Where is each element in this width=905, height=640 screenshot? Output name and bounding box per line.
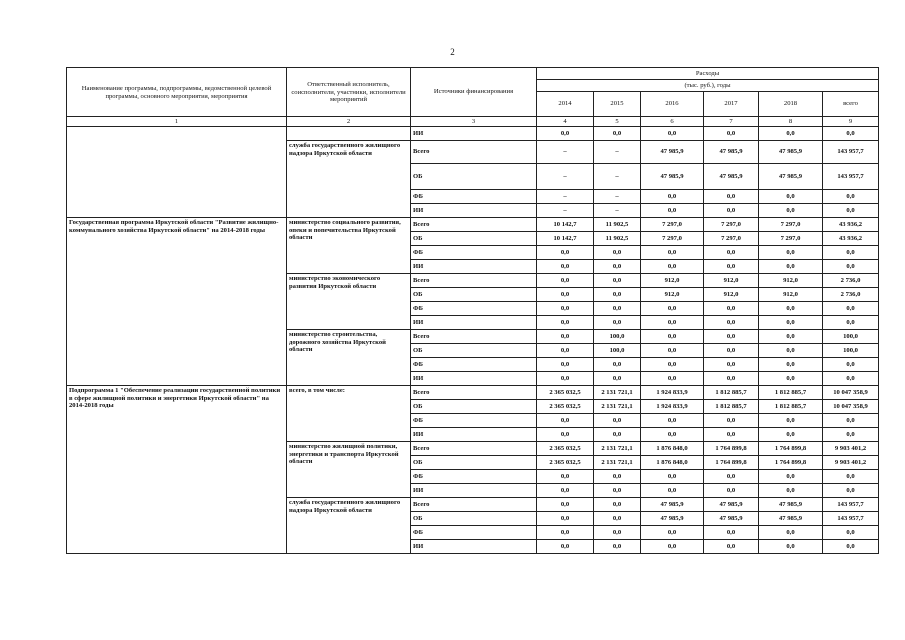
year-value-cell: 0,0 (537, 358, 594, 372)
year-value-cell: 0,0 (759, 372, 823, 386)
column-number: 5 (594, 117, 641, 127)
year-value-cell: 2 131 721,1 (594, 386, 641, 400)
year-value-cell: 0,0 (641, 470, 704, 484)
year-value-cell: 0,0 (537, 274, 594, 288)
year-value-cell: 912,0 (641, 288, 704, 302)
executor-cell: министерство жилищной политики, энергетики и транспорта Иркутской области (287, 442, 411, 498)
funding-source-cell: ИИ (411, 204, 537, 218)
funding-source-cell: ФБ (411, 414, 537, 428)
year-value-cell: 0,0 (641, 127, 704, 141)
year-value-cell: 0,0 (641, 484, 704, 498)
year-value-cell: 7 297,0 (704, 218, 759, 232)
executor-cell: служба государственного жилищного надзора Иркутской области (287, 498, 411, 554)
funding-source-cell: ОБ (411, 232, 537, 246)
year-value-cell: 10 142,7 (537, 232, 594, 246)
year-value-cell: 47 985,9 (641, 512, 704, 526)
year-value-cell: 0,0 (759, 540, 823, 554)
year-value-cell: 2 131 721,1 (594, 456, 641, 470)
year-value-cell: – (537, 204, 594, 218)
funding-source-cell: ФБ (411, 190, 537, 204)
year-value-cell: 0,0 (594, 428, 641, 442)
column-number: 7 (704, 117, 759, 127)
year-value-cell: 0,0 (704, 246, 759, 260)
year-value-cell: 0,0 (759, 260, 823, 274)
total-value-cell: 9 903 401,2 (823, 442, 879, 456)
year-value-cell: 0,0 (537, 470, 594, 484)
year-value-cell: 7 297,0 (759, 218, 823, 232)
year-value-cell: – (594, 204, 641, 218)
year-value-cell: 0,0 (704, 484, 759, 498)
year-value-cell: 0,0 (537, 540, 594, 554)
year-value-cell: 2 131 721,1 (594, 442, 641, 456)
column-number: 4 (537, 117, 594, 127)
year-value-cell: 0,0 (594, 470, 641, 484)
year-value-cell: 0,0 (537, 344, 594, 358)
year-value-cell: 0,0 (594, 246, 641, 260)
year-value-cell: – (537, 141, 594, 164)
year-value-cell: 47 985,9 (759, 498, 823, 512)
year-value-cell: 0,0 (537, 127, 594, 141)
total-value-cell: 0,0 (823, 260, 879, 274)
total-value-cell: 0,0 (823, 428, 879, 442)
funding-source-cell: ФБ (411, 358, 537, 372)
total-value-cell: 10 047 358,9 (823, 400, 879, 414)
total-value-cell: 0,0 (823, 302, 879, 316)
funding-source-cell: ИИ (411, 127, 537, 141)
year-value-cell: 0,0 (594, 498, 641, 512)
year-value-cell: 0,0 (537, 512, 594, 526)
total-value-cell: 0,0 (823, 414, 879, 428)
year-value-cell: 1 924 833,9 (641, 386, 704, 400)
year-value-cell: 0,0 (537, 302, 594, 316)
header-executor: Ответственный исполнитель, соисполнители, участники, исполнители мероприятий (287, 68, 411, 117)
funding-source-cell: ФБ (411, 302, 537, 316)
year-value-cell: 0,0 (537, 526, 594, 540)
year-value-cell: 0,0 (594, 526, 641, 540)
year-value-cell: 0,0 (594, 358, 641, 372)
year-value-cell: 0,0 (594, 540, 641, 554)
year-value-cell: 47 985,9 (704, 164, 759, 190)
funding-source-cell: ОБ (411, 400, 537, 414)
column-number: 3 (411, 117, 537, 127)
table-row (67, 218, 879, 232)
year-value-cell: – (594, 164, 641, 190)
total-value-cell: 9 903 401,2 (823, 456, 879, 470)
year-value-cell: 0,0 (759, 358, 823, 372)
header-program: Наименование программы, подпрограммы, ведомственной целевой программы, основного мероприятия, мероприятия (67, 68, 287, 117)
program-name-cell (67, 127, 287, 218)
executor-cell: всего, в том числе: (287, 386, 411, 442)
funding-source-cell: ИИ (411, 428, 537, 442)
year-value-cell: 0,0 (759, 526, 823, 540)
year-value-cell: 0,0 (704, 330, 759, 344)
year-value-cell: 2 365 032,5 (537, 456, 594, 470)
year-value-cell: 0,0 (704, 428, 759, 442)
year-value-cell: 47 985,9 (704, 141, 759, 164)
funding-source-cell: ФБ (411, 470, 537, 484)
total-value-cell: 0,0 (823, 372, 879, 386)
year-value-cell: 0,0 (594, 127, 641, 141)
year-value-cell: 11 902,5 (594, 232, 641, 246)
year-value-cell: – (537, 164, 594, 190)
year-value-cell: 0,0 (704, 372, 759, 386)
year-value-cell: 0,0 (641, 344, 704, 358)
year-value-cell: 0,0 (641, 316, 704, 330)
year-value-cell: 0,0 (704, 540, 759, 554)
column-number: 2 (287, 117, 411, 127)
year-value-cell: 0,0 (537, 246, 594, 260)
year-value-cell: 0,0 (537, 330, 594, 344)
year-value-cell: 1 764 899,8 (704, 442, 759, 456)
year-value-cell: 0,0 (704, 414, 759, 428)
total-value-cell: 43 936,2 (823, 232, 879, 246)
year-value-cell: 100,0 (594, 330, 641, 344)
year-value-cell: 47 985,9 (704, 498, 759, 512)
year-value-cell: 0,0 (641, 540, 704, 554)
year-value-cell: 1 764 899,8 (704, 456, 759, 470)
header-expenses: Расходы (537, 68, 879, 80)
year-value-cell: 0,0 (759, 204, 823, 218)
year-value-cell: 0,0 (537, 260, 594, 274)
total-value-cell: 0,0 (823, 526, 879, 540)
funding-source-cell: ФБ (411, 526, 537, 540)
header-year: 2015 (594, 92, 641, 117)
total-value-cell: 0,0 (823, 204, 879, 218)
year-value-cell: 7 297,0 (641, 232, 704, 246)
year-value-cell: 0,0 (641, 372, 704, 386)
year-value-cell: 0,0 (641, 302, 704, 316)
total-value-cell: 0,0 (823, 358, 879, 372)
year-value-cell: 0,0 (594, 274, 641, 288)
year-value-cell: 7 297,0 (704, 232, 759, 246)
header-year-total: всего (823, 92, 879, 117)
year-value-cell: 0,0 (594, 484, 641, 498)
year-value-cell: 0,0 (641, 260, 704, 274)
year-value-cell: 47 985,9 (704, 512, 759, 526)
funding-source-cell: ФБ (411, 246, 537, 260)
program-name-cell: Подпрограмма 1 "Обеспечение реализации государственной политики в сфере жилищной политики и энергетики Иркутской области" на 2014-2018 годы (67, 386, 287, 554)
executor-cell: министерство социального развития, опеки и попечительства Иркутской области (287, 218, 411, 274)
year-value-cell: 1 924 833,9 (641, 400, 704, 414)
year-value-cell: 1 876 848,0 (641, 456, 704, 470)
year-value-cell: 2 131 721,1 (594, 400, 641, 414)
total-value-cell: 2 736,0 (823, 274, 879, 288)
executor-cell: служба государственного жилищного надзора Иркутской области (287, 141, 411, 218)
header-year: 2017 (704, 92, 759, 117)
year-value-cell: 0,0 (704, 127, 759, 141)
year-value-cell: 912,0 (759, 288, 823, 302)
funding-source-cell: Всего (411, 218, 537, 232)
year-value-cell: 2 365 032,5 (537, 386, 594, 400)
column-number: 8 (759, 117, 823, 127)
year-value-cell: 47 985,9 (759, 164, 823, 190)
year-value-cell: 912,0 (704, 274, 759, 288)
funding-source-cell: ОБ (411, 288, 537, 302)
year-value-cell: 912,0 (759, 274, 823, 288)
funding-source-cell: ОБ (411, 344, 537, 358)
year-value-cell: 0,0 (594, 512, 641, 526)
year-value-cell: 0,0 (759, 316, 823, 330)
year-value-cell: 0,0 (641, 414, 704, 428)
total-value-cell: 0,0 (823, 316, 879, 330)
year-value-cell: 7 297,0 (641, 218, 704, 232)
year-value-cell: 0,0 (641, 190, 704, 204)
total-value-cell: 143 957,7 (823, 498, 879, 512)
total-value-cell: 143 957,7 (823, 141, 879, 164)
funding-source-cell: ОБ (411, 512, 537, 526)
funding-source-cell: ОБ (411, 456, 537, 470)
total-value-cell: 0,0 (823, 190, 879, 204)
year-value-cell: 0,0 (704, 526, 759, 540)
page-number: 2 (450, 47, 455, 57)
header-year: 2018 (759, 92, 823, 117)
funding-source-cell: ИИ (411, 540, 537, 554)
year-value-cell: 0,0 (594, 372, 641, 386)
year-value-cell: 0,0 (537, 414, 594, 428)
year-value-cell: 1 764 899,8 (759, 442, 823, 456)
year-value-cell: 0,0 (704, 316, 759, 330)
year-value-cell: 0,0 (537, 316, 594, 330)
table-row (67, 386, 879, 400)
total-value-cell: 100,0 (823, 330, 879, 344)
year-value-cell: 10 142,7 (537, 218, 594, 232)
year-value-cell: 1 876 848,0 (641, 442, 704, 456)
funding-source-cell: Всего (411, 442, 537, 456)
total-value-cell: 0,0 (823, 484, 879, 498)
total-value-cell: 0,0 (823, 246, 879, 260)
year-value-cell: 0,0 (641, 204, 704, 218)
year-value-cell: 0,0 (759, 246, 823, 260)
year-value-cell: 0,0 (759, 330, 823, 344)
year-value-cell: 0,0 (641, 330, 704, 344)
year-value-cell: 0,0 (594, 414, 641, 428)
total-value-cell: 0,0 (823, 540, 879, 554)
year-value-cell: 0,0 (641, 246, 704, 260)
year-value-cell: 47 985,9 (759, 141, 823, 164)
year-value-cell: 7 297,0 (759, 232, 823, 246)
year-value-cell: 47 985,9 (641, 164, 704, 190)
year-value-cell: 0,0 (759, 302, 823, 316)
year-value-cell: – (594, 190, 641, 204)
year-value-cell: – (537, 190, 594, 204)
funding-source-cell: Всего (411, 274, 537, 288)
year-value-cell: 0,0 (537, 372, 594, 386)
total-value-cell: 2 736,0 (823, 288, 879, 302)
year-value-cell: 0,0 (704, 260, 759, 274)
table-row (67, 127, 879, 141)
year-value-cell: 1 812 885,7 (759, 400, 823, 414)
year-value-cell: 0,0 (537, 428, 594, 442)
year-value-cell: 0,0 (704, 470, 759, 484)
year-value-cell: 0,0 (759, 484, 823, 498)
year-value-cell: 0,0 (537, 288, 594, 302)
header-year: 2016 (641, 92, 704, 117)
year-value-cell: 0,0 (759, 470, 823, 484)
year-value-cell: 2 365 032,5 (537, 442, 594, 456)
table-body (67, 127, 879, 554)
funding-source-cell: ИИ (411, 260, 537, 274)
total-value-cell: 43 936,2 (823, 218, 879, 232)
header-year: 2014 (537, 92, 594, 117)
funding-source-cell: Всего (411, 386, 537, 400)
year-value-cell: 47 985,9 (641, 141, 704, 164)
funding-source-cell: ИИ (411, 484, 537, 498)
program-name-cell: Государственная программа Иркутской области "Развитие жилищно-коммунального хозяйства Иркутской области" на 2014-2018 годы (67, 218, 287, 386)
year-value-cell: 912,0 (641, 274, 704, 288)
year-value-cell: 0,0 (537, 498, 594, 512)
year-value-cell: 0,0 (641, 428, 704, 442)
year-value-cell: 0,0 (759, 428, 823, 442)
year-value-cell: 0,0 (641, 526, 704, 540)
total-value-cell: 100,0 (823, 344, 879, 358)
year-value-cell: 0,0 (704, 190, 759, 204)
funding-source-cell: Всего (411, 498, 537, 512)
total-value-cell: 10 047 358,9 (823, 386, 879, 400)
header-units: (тыс. руб.), годы (537, 80, 879, 92)
header-source: Источники финансирования (411, 68, 537, 117)
column-number: 1 (67, 117, 287, 127)
funding-source-cell: Всего (411, 330, 537, 344)
total-value-cell: 0,0 (823, 470, 879, 484)
year-value-cell: 1 812 885,7 (704, 386, 759, 400)
year-value-cell: 0,0 (704, 358, 759, 372)
year-value-cell: 0,0 (759, 190, 823, 204)
year-value-cell: 0,0 (704, 302, 759, 316)
year-value-cell: 0,0 (594, 288, 641, 302)
year-value-cell: 0,0 (704, 344, 759, 358)
funding-source-cell: ИИ (411, 372, 537, 386)
executor-cell (287, 127, 411, 141)
year-value-cell: 100,0 (594, 344, 641, 358)
year-value-cell: 0,0 (704, 204, 759, 218)
year-value-cell: 0,0 (594, 260, 641, 274)
total-value-cell: 143 957,7 (823, 512, 879, 526)
year-value-cell: – (594, 141, 641, 164)
total-value-cell: 0,0 (823, 127, 879, 141)
column-number: 9 (823, 117, 879, 127)
funding-source-cell: ИИ (411, 316, 537, 330)
year-value-cell: 0,0 (759, 414, 823, 428)
year-value-cell: 0,0 (759, 344, 823, 358)
budget-table (66, 67, 879, 554)
year-value-cell: 1 812 885,7 (704, 400, 759, 414)
column-number: 6 (641, 117, 704, 127)
year-value-cell: 0,0 (594, 302, 641, 316)
year-value-cell: 47 985,9 (641, 498, 704, 512)
year-value-cell: 1 812 885,7 (759, 386, 823, 400)
year-value-cell: 1 764 899,8 (759, 456, 823, 470)
year-value-cell: 0,0 (759, 127, 823, 141)
executor-cell: министерство экономического развития Иркутской области (287, 274, 411, 330)
total-value-cell: 143 957,7 (823, 164, 879, 190)
funding-source-cell: ОБ (411, 164, 537, 190)
year-value-cell: 0,0 (594, 316, 641, 330)
executor-cell: министерство строительства, дорожного хозяйства Иркутской области (287, 330, 411, 386)
year-value-cell: 0,0 (537, 484, 594, 498)
year-value-cell: 11 902,5 (594, 218, 641, 232)
year-value-cell: 0,0 (641, 358, 704, 372)
year-value-cell: 912,0 (704, 288, 759, 302)
year-value-cell: 2 365 032,5 (537, 400, 594, 414)
year-value-cell: 47 985,9 (759, 512, 823, 526)
funding-source-cell: Всего (411, 141, 537, 164)
